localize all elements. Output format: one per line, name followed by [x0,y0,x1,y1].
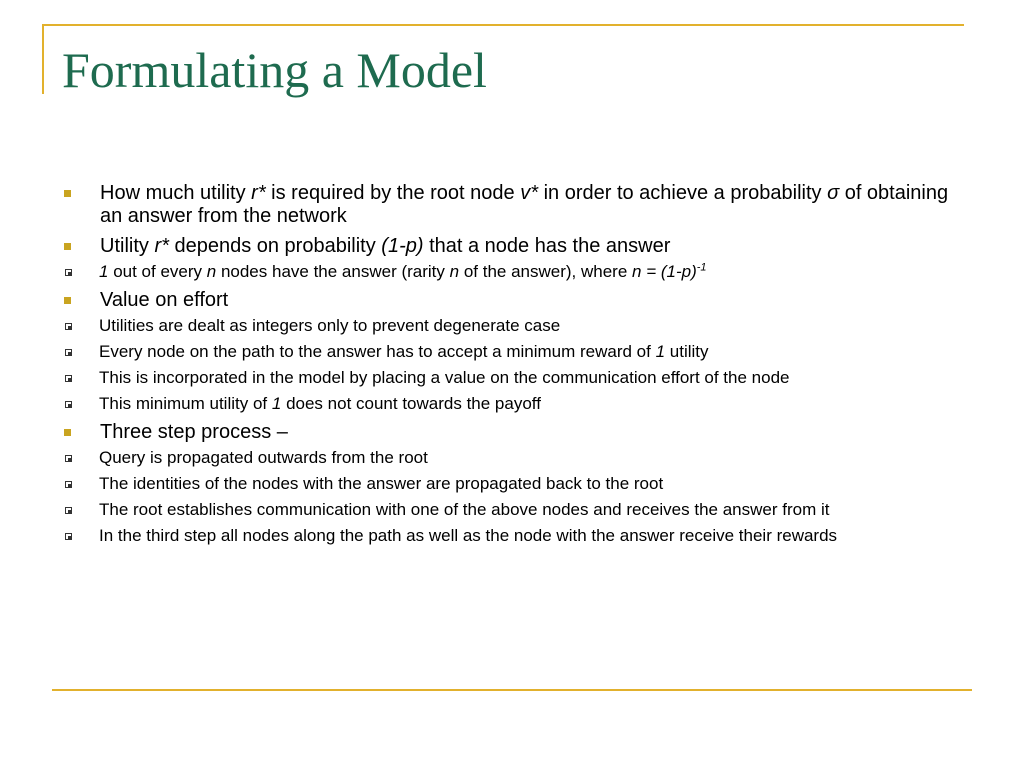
hollow-square-bullet-icon [65,269,72,276]
bullet-item [62,421,962,546]
left-border-line [42,24,44,94]
text-segment: 1 [99,262,109,281]
text-segment: Every node on the path to the answer has to accept a minimum reward of [99,342,656,361]
sub-bullet-item [62,448,962,468]
text-segment: -1 [696,261,707,274]
text-segment: r* [154,235,169,257]
sub-bullet-list [100,262,962,282]
sub-bullet-item [62,500,962,520]
text-segment: nodes have the answer (rarity [216,262,450,281]
text-segment: does not count towards the payoff [281,394,541,413]
text-segment: is required by the root node [265,182,521,204]
bullet-text [100,421,288,443]
hollow-square-bullet-icon [65,401,72,408]
slide-content [62,182,962,553]
sub-bullet-item [62,394,962,414]
bullet-item [62,235,962,282]
text-segment: of obtaining an answer from the network [100,182,949,227]
text-segment: 1 [655,342,666,361]
bullet-list [62,182,962,546]
sub-bullet-text [99,394,541,413]
text-segment: The root establishes communication with one of the above nodes and receives the answer from it [99,500,830,519]
text-segment: Utility [100,235,155,257]
hollow-square-bullet-icon [65,481,72,488]
hollow-square-bullet-icon [65,323,72,330]
sub-bullet-item [62,526,962,546]
sub-bullet-list [100,316,962,414]
text-segment: 1 [271,394,282,413]
text-segment: This is incorporated in the model by placing a value on the communication effort of the node [99,368,790,387]
slide-title: Formulating a Model [62,42,487,98]
sub-bullet-text [99,316,560,335]
text-segment: v* [520,182,539,204]
sub-bullet-text [99,448,428,467]
text-segment: σ [827,182,840,204]
sub-bullet-item [62,368,962,388]
sub-bullet-text [99,474,663,493]
text-segment: n [206,262,217,281]
bullet-text [100,289,228,311]
text-segment: Value on effort [100,289,229,311]
bullet-text [100,182,948,227]
hollow-square-bullet-icon [65,507,72,514]
hollow-square-bullet-icon [65,533,72,540]
sub-bullet-item [62,262,962,282]
sub-bullet-text [99,262,707,281]
text-segment: Query is propagated outwards from the root [99,448,428,467]
square-bullet-icon [64,297,71,304]
text-segment: Three step process – [100,421,288,443]
sub-bullet-list [100,448,962,546]
text-segment: utility [665,342,709,361]
text-segment: This minimum utility of [99,394,272,413]
square-bullet-icon [64,190,71,197]
sub-bullet-text [99,342,709,361]
text-segment: (1-p) [381,235,424,257]
top-border-line [42,24,964,26]
text-segment: out of every [108,262,207,281]
bottom-border-line [52,689,972,691]
text-segment: n [449,262,460,281]
text-segment: In the third step all nodes along the path as well as the node with the answer receive their rewards [99,526,838,545]
bullet-item [62,289,962,414]
text-segment: of the answer), where [459,262,633,281]
hollow-square-bullet-icon [65,455,72,462]
text-segment: The identities of the nodes with the answer are propagated back to the root [99,474,664,493]
sub-bullet-text [99,368,789,387]
text-segment: that a node has the answer [423,235,671,257]
text-segment: r* [251,182,266,204]
square-bullet-icon [64,429,71,436]
sub-bullet-text [99,500,829,519]
hollow-square-bullet-icon [65,349,72,356]
text-segment: depends on probability [168,235,382,257]
bullet-item [62,182,962,228]
text-segment: How much utility [100,182,252,204]
text-segment: n = (1-p) [632,262,697,281]
sub-bullet-text [99,526,837,545]
sub-bullet-item [62,316,962,336]
sub-bullet-item [62,474,962,494]
text-segment: in order to achieve a probability [538,182,828,204]
sub-bullet-item [62,342,962,362]
square-bullet-icon [64,243,71,250]
hollow-square-bullet-icon [65,375,72,382]
text-segment: Utilities are dealt as integers only to prevent degenerate case [99,316,561,335]
bullet-text [100,235,670,257]
